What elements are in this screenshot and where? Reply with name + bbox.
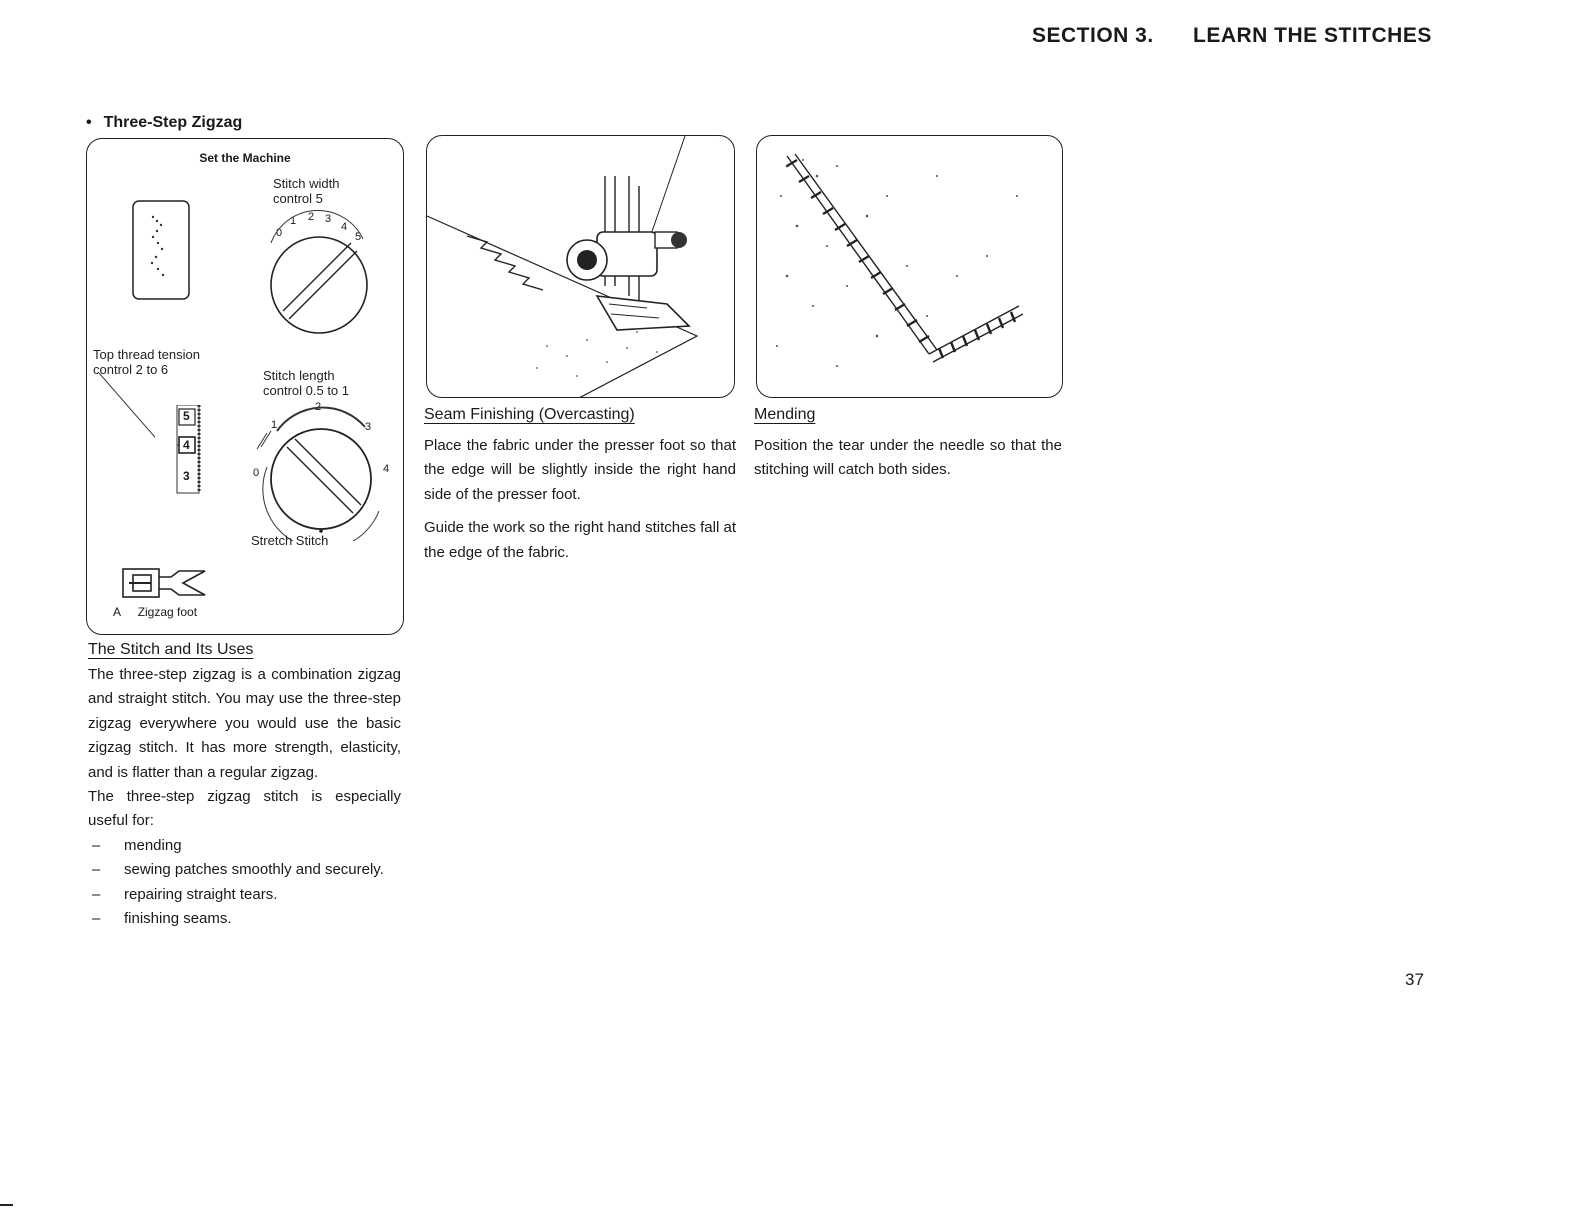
mending-title: Mending	[754, 406, 816, 423]
bullet: •	[86, 114, 92, 131]
list-item: – repairing straight tears.	[92, 885, 278, 903]
seam-finishing-text: Place the fabric under the presser foot so that the edge will be slightly inside the right hand side of the presser foot. Guide the work so the right hand stitches fall at the edge of the fabric.	[424, 437, 736, 561]
uses-list	[88, 834, 401, 932]
page-number: 37	[1405, 970, 1424, 989]
set-machine-title: Set the Machine	[199, 151, 291, 165]
foot-label: A Zigzag foot	[113, 605, 198, 619]
tension-label: Top thread tension control 2 to 6	[93, 347, 200, 377]
list-item: – finishing seams.	[92, 910, 232, 928]
stitch-pattern-icon	[131, 199, 191, 301]
zigzag-foot-icon	[121, 563, 211, 603]
list-item: – mending	[92, 836, 182, 854]
mending-text: Position the tear under the needle so that the stitching will catch both sides.	[754, 437, 1062, 479]
stitch-width-dial: 0 1 2 3 4 5	[259, 207, 379, 337]
seam-finishing-title: Seam Finishing (Overcasting)	[424, 406, 635, 423]
uses-title: The Stitch and Its Uses	[88, 641, 254, 658]
list-item: – sewing patches smoothly and securely.	[92, 861, 384, 879]
set-machine-box	[86, 138, 404, 635]
section-title: LEARN THE STITCHES	[1193, 24, 1432, 47]
stitch-heading	[86, 114, 242, 132]
stitch-length-label: Stitch length control 0.5 to 1	[263, 368, 349, 398]
tension-dial: 5 4 3	[175, 405, 207, 495]
stitch-width-label: Stitch width control 5	[273, 176, 340, 206]
tension-pointer	[95, 373, 155, 453]
mending-illustration	[756, 135, 1063, 398]
scan-mark	[0, 1204, 13, 1206]
uses-text: The three-step zigzag is a combination zigzag and straight stitch. You may use the three-step zigzag everywhere you would use the basic zigzag stitch. It has more strength, elasticity, and is flatter than a regular zigzag. The three-step zigzag stitch is especially useful for: – mending – sewing patches smoothly and securely. – repairing straight tears. – finishing seams.	[88, 663, 401, 931]
stitch-heading-text: Three-Step Zigzag	[103, 114, 243, 131]
section-label: SECTION 3.	[1032, 24, 1154, 47]
seam-finishing-illustration	[426, 135, 735, 398]
stretch-stitch-label: Stretch Stitch	[251, 533, 329, 548]
stitch-length-dial: 1 2 3 0 4	[247, 401, 397, 541]
